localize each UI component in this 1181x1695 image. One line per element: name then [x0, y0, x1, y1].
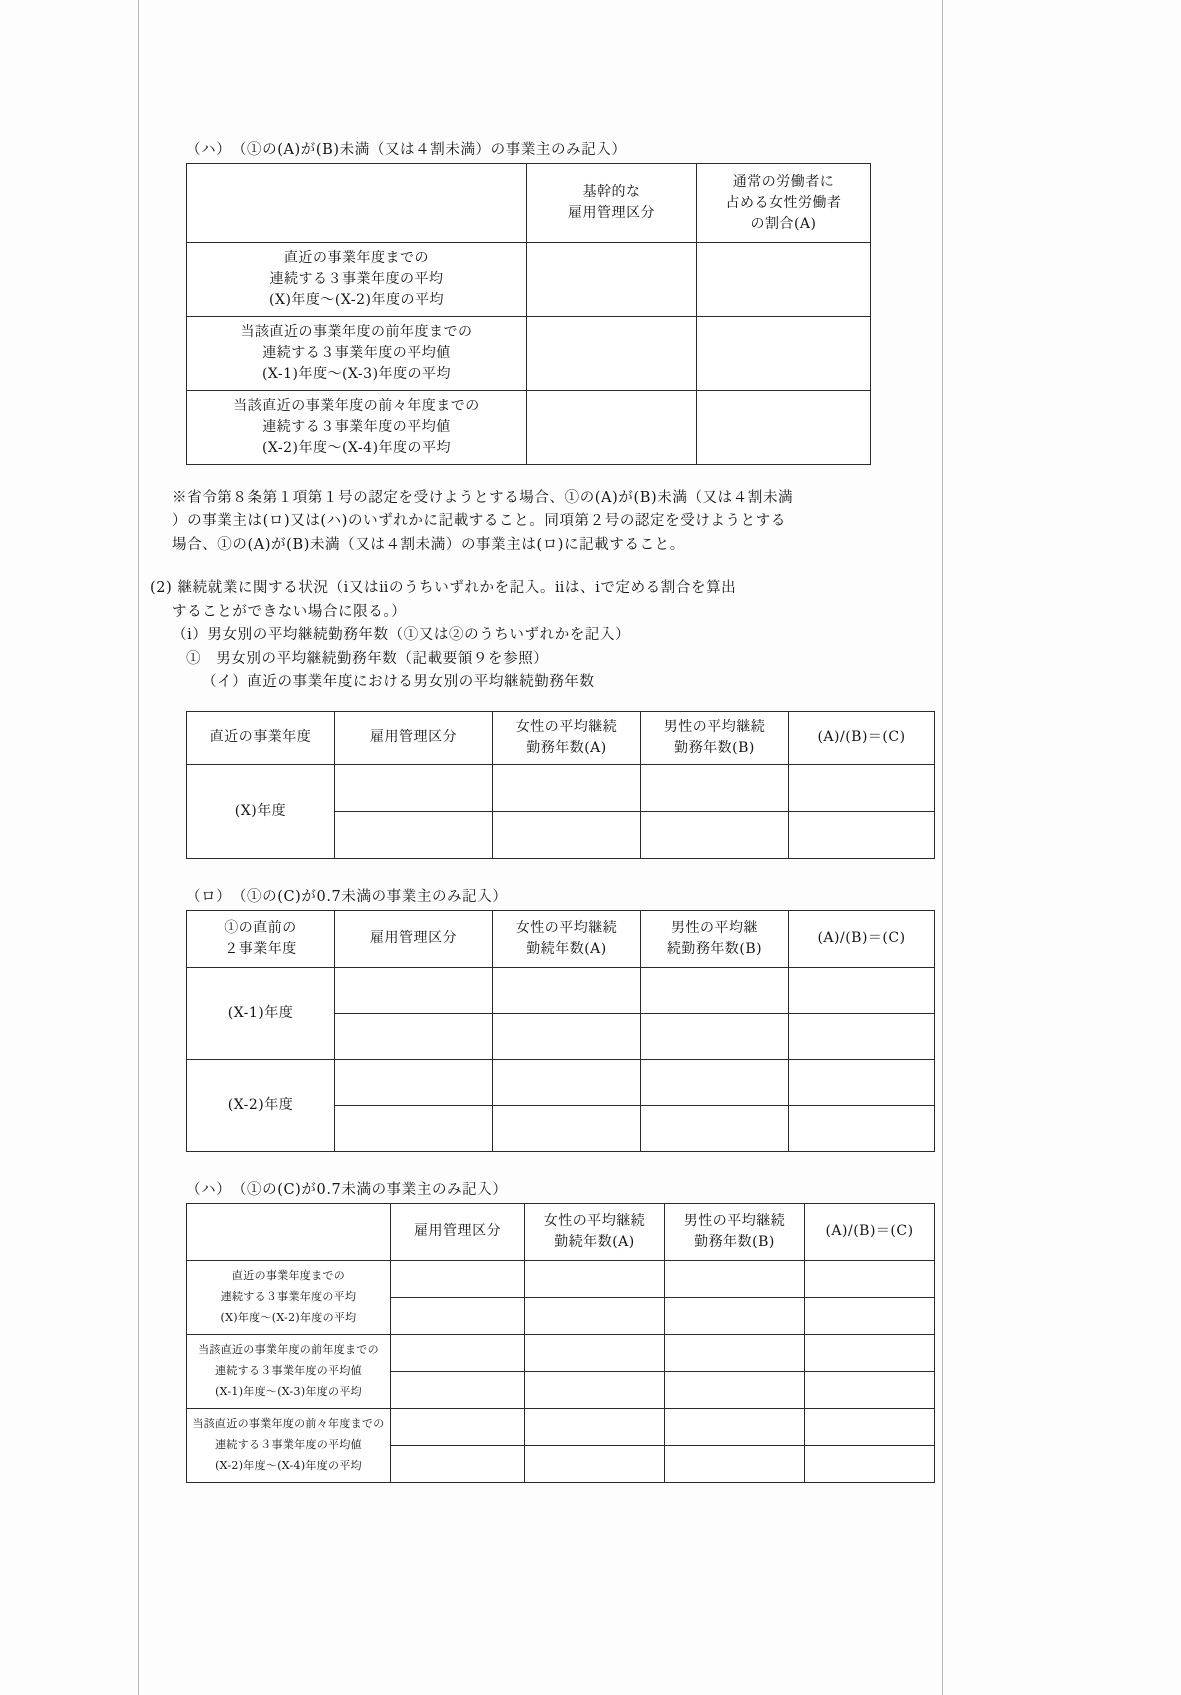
input-cell-ratio[interactable] [805, 1371, 935, 1408]
row-label-line: (X-2)年度～(X-4)年度の平均 [215, 1458, 362, 1472]
page-edge-rule-left [138, 0, 139, 1695]
header-latest-year [187, 711, 335, 764]
header-employment-category [391, 1203, 525, 1260]
header-female-years [493, 910, 641, 967]
header-line: (A)/(B)＝(C) [817, 930, 906, 947]
input-cell-ratio[interactable] [789, 967, 935, 1013]
input-cell-male[interactable] [641, 1105, 789, 1151]
row-label-line: 当該直近の事業年度の前年度までの [240, 324, 473, 340]
input-cell-ratio[interactable] [789, 764, 935, 811]
table-latest-year [186, 711, 935, 859]
header-line: 勤務年数(A) [526, 739, 607, 756]
row-label-year: (X)年度 [187, 764, 335, 858]
header-employment-category [527, 164, 697, 243]
section-2-heading [150, 577, 950, 694]
header-line: 女性の平均継続 [515, 718, 618, 735]
input-cell-female[interactable] [525, 1260, 665, 1297]
header-female-ratio [697, 164, 871, 243]
header-male-years [641, 910, 789, 967]
row-label [187, 243, 527, 317]
input-cell-male[interactable] [641, 764, 789, 811]
row-label-line: 連続する３事業年度の平均値 [262, 345, 451, 361]
header-corner [187, 164, 527, 243]
table-row [187, 391, 871, 465]
input-cell-category[interactable] [391, 1408, 525, 1445]
row-label-line: (X)年度～(X-2)年度の平均 [220, 1310, 357, 1324]
input-cell-female[interactable] [525, 1297, 665, 1334]
header-line: 男性の平均継 [671, 919, 758, 936]
table-row-header [187, 711, 935, 764]
table-row [187, 317, 871, 391]
input-cell-ratio[interactable] [789, 811, 935, 858]
input-cell-category[interactable] [391, 1334, 525, 1371]
input-cell-category[interactable] [527, 391, 697, 465]
input-cell-category[interactable] [335, 1059, 493, 1105]
row-label-line: 直近の事業年度までの [284, 250, 429, 266]
row-label [187, 317, 527, 391]
input-cell-female[interactable] [493, 1013, 641, 1059]
header-line: 直近の事業年度 [209, 729, 312, 746]
header-female-years [525, 1203, 665, 1260]
header-line: 続勤務年数(B) [666, 940, 763, 957]
input-cell-category[interactable] [391, 1297, 525, 1334]
input-cell-category[interactable] [335, 967, 493, 1013]
header-female-years [493, 711, 641, 764]
header-male-years [641, 711, 789, 764]
header-line: 通常の労働者に [732, 173, 835, 190]
header-line: 雇用管理区分 [568, 205, 655, 221]
input-cell-female[interactable] [493, 811, 641, 858]
input-cell-ratio[interactable] [805, 1260, 935, 1297]
input-cell-category[interactable] [527, 243, 697, 317]
row-label-line: 連続する３事業年度の平均 [220, 1289, 357, 1303]
input-cell-ratio[interactable] [697, 391, 871, 465]
table-three-year-average [186, 1203, 935, 1483]
section-2-sub-maru1: ① 男女別の平均継続勤務年数（記載要領９を参照） [186, 650, 549, 667]
input-cell-male[interactable] [665, 1297, 805, 1334]
input-cell-category[interactable] [391, 1260, 525, 1297]
row-label-line: 連続する３事業年度の平均 [269, 271, 444, 287]
header-line: 勤務年数(B) [674, 739, 755, 756]
input-cell-female[interactable] [493, 1105, 641, 1151]
input-cell-female[interactable] [525, 1445, 665, 1482]
header-line: 雇用管理区分 [370, 729, 457, 746]
header-previous-two-years [187, 910, 335, 967]
input-cell-male[interactable] [665, 1334, 805, 1371]
input-cell-male[interactable] [665, 1260, 805, 1297]
row-label [187, 1260, 391, 1334]
header-line: 占める女性労働者 [725, 194, 842, 211]
row-label-line: (X-1)年度～(X-3)年度の平均 [215, 1384, 362, 1398]
header-ratio-c [789, 910, 935, 967]
row-label-line: (X)年度～(X-2)年度の平均 [269, 292, 444, 308]
input-cell-male[interactable] [641, 811, 789, 858]
input-cell-ratio[interactable] [697, 317, 871, 391]
table-row [187, 1260, 935, 1297]
input-cell-category[interactable] [391, 1445, 525, 1482]
row-label-line: (X-1)年度～(X-3)年度の平均 [261, 366, 452, 382]
row-label [187, 391, 527, 465]
row-label-year: (X-1)年度 [187, 967, 335, 1059]
header-line: 勤続年数(A) [554, 1233, 635, 1250]
input-cell-ratio[interactable] [789, 1105, 935, 1151]
table-row [187, 243, 871, 317]
input-cell-ratio[interactable] [805, 1408, 935, 1445]
input-cell-male[interactable] [641, 1059, 789, 1105]
row-label-line: 当該直近の事業年度の前々年度までの [233, 398, 480, 414]
input-cell-category[interactable] [335, 1013, 493, 1059]
header-line: 男性の平均継続 [663, 718, 766, 735]
input-cell-ratio[interactable] [789, 1059, 935, 1105]
header-line: 女性の平均継続 [543, 1212, 646, 1229]
section-2-sub-i: （ⅰ）男女別の平均継続勤務年数（①又は②のうちいずれかを記入） [172, 627, 631, 644]
section-ha-avg-caption: （ハ） （①の(C)が0.7未満の事業主のみ記入） [186, 1181, 508, 1198]
input-cell-female[interactable] [493, 1059, 641, 1105]
header-line: 女性の平均継続 [515, 919, 618, 936]
note-line: ※省令第８条第１項第１号の認定を受けようとする場合、①の(A)が(B)未満（又は４割未満 [172, 490, 794, 506]
table-row [187, 1408, 935, 1445]
header-line: ２事業年度 [224, 940, 297, 957]
row-label-line: 当該直近の事業年度の前々年度までの [192, 1417, 385, 1431]
table-ha-ratio [186, 163, 871, 465]
row-label-line: 当該直近の事業年度の前年度までの [198, 1343, 379, 1357]
header-line: 基幹的な [582, 184, 641, 200]
header-line: 雇用管理区分 [370, 930, 457, 947]
input-cell-female[interactable] [493, 967, 641, 1013]
input-cell-ratio[interactable] [805, 1334, 935, 1371]
table-row-header [187, 164, 871, 243]
header-line: 勤務年数(B) [694, 1233, 775, 1250]
input-cell-male[interactable] [665, 1408, 805, 1445]
input-cell-male[interactable] [641, 967, 789, 1013]
row-label-line: 直近の事業年度までの [232, 1269, 345, 1283]
header-line: 雇用管理区分 [414, 1223, 501, 1240]
input-cell-category[interactable] [335, 811, 493, 858]
input-cell-category[interactable] [335, 764, 493, 811]
header-employment-category [335, 910, 493, 967]
input-cell-ratio[interactable] [805, 1297, 935, 1334]
header-male-years [665, 1203, 805, 1260]
input-cell-category[interactable] [335, 1105, 493, 1151]
header-line: (A)/(B)＝(C) [817, 729, 906, 746]
note-line: ）の事業主は(ロ)又は(ハ)のいずれかに記載すること。同項第２号の認定を受けようとする [172, 513, 786, 530]
table-row [187, 967, 935, 1013]
input-cell-category[interactable] [391, 1371, 525, 1408]
table-row [187, 1059, 935, 1105]
input-cell-female[interactable] [493, 764, 641, 811]
input-cell-category[interactable] [527, 317, 697, 391]
row-label-line: 連続する３事業年度の平均値 [215, 1437, 362, 1451]
header-line: 男性の平均継続 [683, 1212, 786, 1229]
row-label-line: 連続する３事業年度の平均値 [262, 419, 451, 435]
header-line: (A)/(B)＝(C) [825, 1223, 914, 1240]
spacer [150, 1152, 950, 1178]
input-cell-male[interactable] [665, 1371, 805, 1408]
input-cell-ratio[interactable] [697, 243, 871, 317]
note-line: 場合、①の(A)が(B)未満（又は４割未満）の事業主は(ロ)に記載すること。 [172, 536, 685, 553]
row-label [187, 1408, 391, 1482]
input-cell-male[interactable] [641, 1013, 789, 1059]
section-ha-ratio-caption: （ハ） （①の(A)が(B)未満（又は４割未満）の事業主のみ記入） [186, 142, 627, 158]
table-row-header [187, 1203, 935, 1260]
header-corner [187, 1203, 391, 1260]
table-row [187, 764, 935, 811]
row-label-line: 連続する３事業年度の平均値 [215, 1363, 362, 1377]
input-cell-ratio[interactable] [805, 1445, 935, 1482]
input-cell-female[interactable] [525, 1371, 665, 1408]
header-ratio-c [789, 711, 935, 764]
section-2-sub-i-caption: （イ）直近の事業年度における男女別の平均継続勤務年数 [202, 674, 595, 691]
row-label-line: (X-2)年度～(X-4)年度の平均 [261, 440, 452, 456]
input-cell-female[interactable] [525, 1334, 665, 1371]
table-row-header [187, 910, 935, 967]
table-row [187, 1334, 935, 1371]
header-line: 勤続年数(A) [526, 940, 607, 957]
header-line: の割合(A) [750, 215, 817, 232]
spacer [150, 859, 950, 885]
input-cell-female[interactable] [525, 1408, 665, 1445]
header-employment-category [335, 711, 493, 764]
header-line: ①の直前の [224, 919, 297, 936]
section-ro-caption: （ロ） （①の(C)が0.7未満の事業主のみ記入） [186, 888, 508, 905]
note-block [150, 487, 950, 557]
spacer [150, 695, 950, 711]
input-cell-male[interactable] [665, 1445, 805, 1482]
row-label-year: (X-2)年度 [187, 1059, 335, 1151]
row-label [187, 1334, 391, 1408]
section-2-heading-line: することができない場合に限る。） [172, 603, 407, 620]
input-cell-ratio[interactable] [789, 1013, 935, 1059]
form-content [150, 138, 950, 1483]
table-previous-two-years [186, 910, 935, 1152]
header-ratio-c [805, 1203, 935, 1260]
section-2-heading-line: (2) 継続就業に関する状況（ⅰ又はⅱのうちいずれかを記入。ⅱは、ⅰで定める割合を算出 [150, 580, 737, 597]
